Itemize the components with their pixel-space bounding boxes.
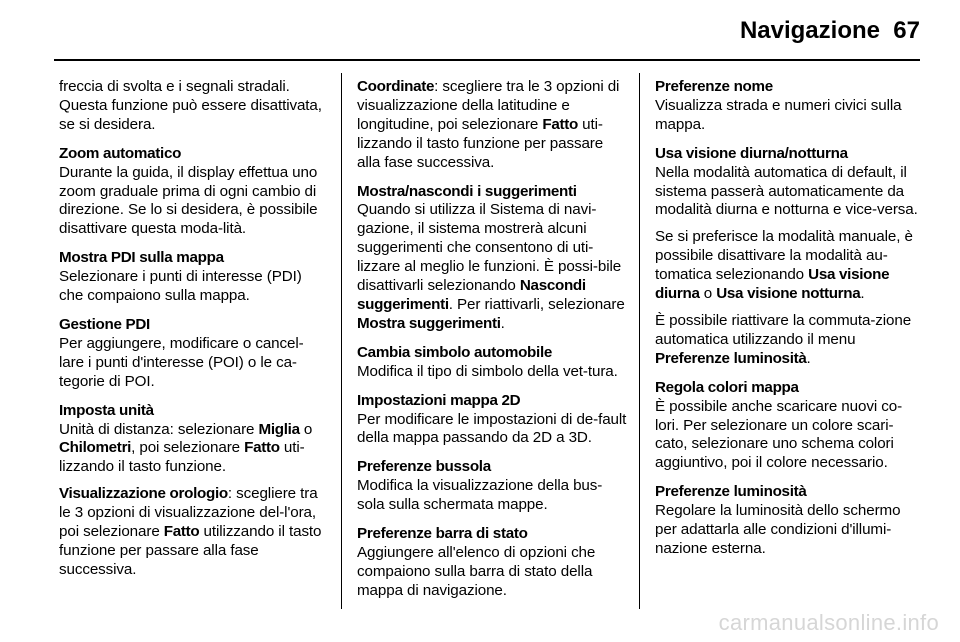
barra-text: Aggiungere all'elenco di opzioni che compaiono sulla barra di stato della mappa di navigazione.: [357, 543, 596, 599]
simbolo-text: Modifica il tipo di simbolo della vet-tura.: [357, 362, 618, 380]
page-title: Navigazione: [739, 17, 880, 44]
diurna-text: Nella modalità automatica di default, il sistema passerà automaticamente da modalità diurna e notturna e vice-versa.: [655, 163, 918, 219]
zoom-text: Durante la guida, il display effettua uno zoom graduale prima di ogni cambio di direzione. Se lo si desidera, è possibile disattivare questa moda-lità.: [59, 163, 318, 238]
zoom-heading: Zoom automatico: [59, 144, 182, 162]
text-run: uti-lizzando il tasto funzione per passare alla fase successiva.: [357, 115, 604, 171]
column-divider-1: [341, 73, 342, 609]
text-run: uti-lizzando il tasto funzione.: [59, 439, 305, 476]
pdi-heading: Mostra PDI sulla mappa: [59, 249, 224, 267]
pdi-section: [59, 249, 325, 306]
simbolo-heading: Cambia simbolo automobile: [357, 343, 553, 361]
unita-text: [59, 421, 325, 478]
option-nascondi: Nascondi suggerimenti: [357, 277, 586, 313]
gestione-text: Per aggiungere, modificare o cancel-lare i punti d'interesse (POI) o le ca-tegorie di POI.: [59, 334, 304, 390]
option-miglia: Miglia: [258, 420, 300, 438]
nome-heading: Preferenze nome: [655, 78, 773, 95]
nome-text: Visualizza strada e numeri civici sulla mappa.: [655, 96, 902, 133]
suggerimenti-text: [357, 201, 627, 333]
suggerimenti-section: [357, 183, 627, 334]
text-run: . Per riattivarli, selezionare: [448, 295, 625, 313]
option-mostra: Mostra suggerimenti: [357, 314, 501, 332]
bussola-heading: Preferenze bussola: [357, 458, 491, 476]
suggerimenti-heading: Mostra/nascondi i suggerimenti: [357, 182, 577, 200]
option-orologio: Visualizzazione orologio: [59, 485, 228, 503]
option-coordinate: Coordinate: [357, 78, 435, 95]
mappa2d-text: Per modificare le impostazioni di de-fault della mappa passando da 2D a 3D.: [357, 410, 627, 447]
colori-heading: Regola colori mappa: [655, 378, 799, 396]
watermark: carmanualsonline.info: [718, 610, 939, 635]
text-run: o: [699, 285, 717, 303]
text-run: utilizzando il tasto funzione per passare alla fase successiva.: [59, 523, 322, 578]
text-run: o: [299, 420, 313, 438]
page-header: [0, 0, 960, 60]
colori-section: [655, 379, 923, 474]
mappa2d-heading: Impostazioni mappa 2D: [357, 391, 521, 409]
text-run: Se si preferisce la modalità manuale, è possibile disattivare la modalità au-tomatica selezionando: [655, 228, 913, 284]
mappa2d-section: [357, 392, 627, 449]
diurna-section: [655, 145, 923, 369]
text-run: .: [860, 285, 865, 303]
bussola-section: [357, 458, 627, 515]
header-divider: [54, 59, 920, 61]
orologio-text: [59, 485, 325, 580]
intro-text: freccia di svolta e i segnali stradali. Questa funzione può essere disattivata, se si desidera.: [59, 78, 322, 133]
gestione-section: [59, 316, 325, 392]
option-chilometri: Chilometri: [59, 439, 132, 457]
unita-section: [59, 402, 325, 580]
text-run: Quando si utilizza il Sistema di navi-gazione, il sistema mostrerà alcuni suggerimenti che consentono di uti-lizzare al meglio le funzioni. È possi-bile disattivarli selezionando: [357, 201, 622, 295]
gestione-heading: Gestione PDI: [59, 315, 150, 333]
intro-section: [59, 78, 325, 135]
unita-heading: Imposta unità: [59, 401, 154, 419]
text-run: .: [806, 349, 811, 367]
text-run: : scegliere tra le 3 opzioni di visualizzazione della latitudine e longitudine, poi selezionare: [357, 78, 620, 133]
column-divider-2: [639, 73, 640, 609]
coordinate-text: [357, 78, 627, 173]
coordinate-section: [357, 78, 627, 173]
option-diurna: Usa visione diurna: [655, 266, 890, 303]
zoom-section: [59, 145, 325, 240]
barra-heading: Preferenze barra di stato: [357, 525, 528, 543]
luminosita-text: Regolare la luminosità dello schermo per adattarla alle condizioni d'illumi-nazione esterna.: [655, 502, 901, 557]
diurna-manual-text: [655, 228, 923, 304]
luminosita-section: [655, 483, 923, 559]
page-number: 67: [893, 17, 920, 44]
simbolo-section: [357, 344, 627, 382]
option-notturna: Usa visione notturna: [716, 285, 861, 303]
luminosita-heading: Preferenze luminosità: [655, 483, 807, 501]
text-run: .: [500, 314, 505, 332]
text-run: Unità di distanza: selezionare: [59, 420, 259, 438]
option-fatto: Fatto: [163, 523, 200, 541]
pdi-text: Selezionare i punti di interesse (PDI) che compaiono sulla mappa.: [59, 268, 302, 305]
nome-section: [655, 78, 923, 135]
column-1: [59, 78, 325, 590]
text-run: , poi selezionare: [131, 439, 245, 457]
bussola-text: Modifica la visualizzazione della bus-sola sulla schermata mappe.: [357, 477, 603, 514]
colori-text: È possibile anche scaricare nuovi co-lori. Per selezionare un colore scari-cato, selezionare uno schema colori aggiuntivo, poi il colore necessario.: [655, 397, 903, 472]
barra-section: [357, 525, 627, 601]
text-run: È possibile riattivare la commuta-zione automatica utilizzando il menu: [655, 311, 912, 348]
text-run: : scegliere tra le 3 opzioni di visualizzazione del-l'ora, poi selezionare: [59, 485, 318, 541]
option-fatto: Fatto: [244, 439, 280, 457]
column-3: [655, 78, 923, 569]
diurna-reactivate-text: [655, 312, 923, 369]
page-footer: [655, 608, 955, 640]
column-2: [357, 78, 627, 611]
option-fatto: Fatto: [542, 115, 579, 133]
diurna-heading: Usa visione diurna/notturna: [655, 144, 848, 162]
option-luminosita: Preferenze luminosità: [655, 349, 807, 367]
